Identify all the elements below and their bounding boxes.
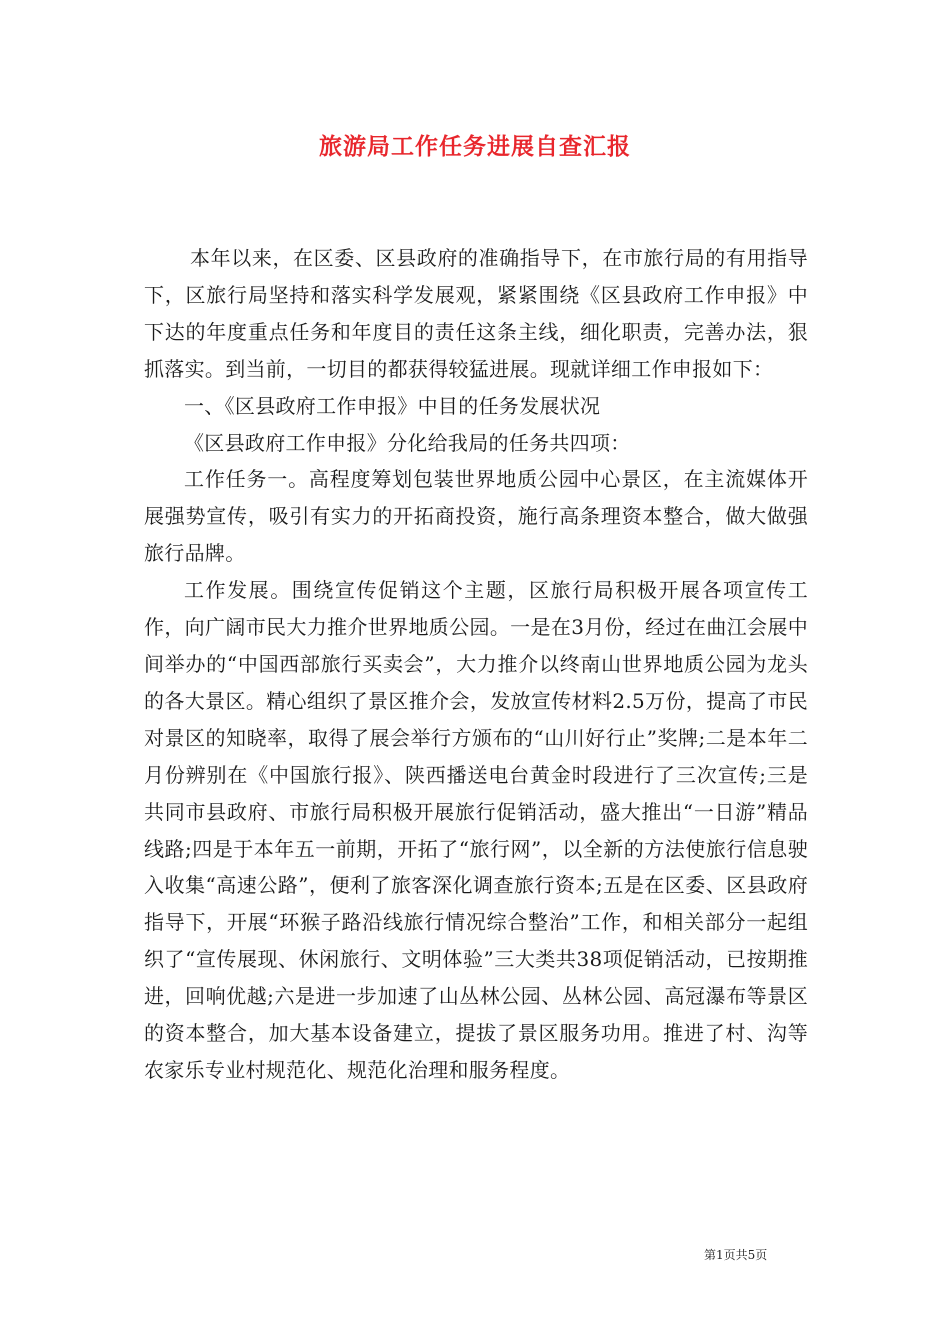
section-heading: 一、《区县政府工作申报》中目的任务发展状况 [184,393,601,418]
document-title: 旅游局工作任务进展自查汇报 [319,133,631,160]
page-number [704,1247,767,1263]
paragraph-task-one: 工作任务一。高程度筹划包装世界地质公园中心景区，在主流媒体开展强势宣传，吸引有实力的开拓商投资，施行高条理资本整合，做大做强旅行品牌。 [144,467,808,566]
page-number-label: 第1页共5页 [704,1248,768,1262]
paragraph-task-count: 《区县政府工作申报》分化给我局的任务共四项： [184,430,631,455]
paragraph-intro: 本年以来，在区委、区县政府的准确指导下，在市旅行局的有用指导下，区旅行局坚持和落实科学发展观，紧紧围绕《区县政府工作申报》中下达的年度重点任务和年度目的责任这条主线，细化职责，完善办法，狠抓落实。到当前，一切目的都获得较猛进展。现就详细工作申报如下： [144,246,808,381]
document-body [144,240,808,1089]
paragraph-progress: 工作发展。围绕宣传促销这个主题，区旅行局积极开展各项宣传工作，向广阔市民大力推介世界地质公园。一是在3月份，经过在曲江会展中间举办的“中国西部旅行买卖会”，大力推介以终南山世界地质公园为龙头的各大景区。精心组织了景区推介会，发放宣传材料2.5万份，提高了市民对景区的知晓率，取得了展会举行方颁布的“山川好行止”奖牌;二是本年二月份辨别在《中国旅行报》、陕西播送电台黄金时段进行了三次宣传;三是共同市县政府、市旅行局积极开展旅行促销活动，盛大推出“一日游”精品线路;四是于本年五一前期，开拓了“旅行网”，以全新的方法使旅行信息驶入收集“高速公路”，便利了旅客深化调查旅行资本;五是在区委、区县政府指导下，开展“环猴子路沿线旅行情况综合整治”工作，和相关部分一起组织了“宣传展现、休闲旅行、文明体验”三大类共38项促销活动，已按期推进，回响优越;六是进一步加速了山丛林公园、丛林公园、高冠瀑布等景区的资本整合，加大基本设备建立，提拔了景区服务功用。推进了村、沟等农家乐专业村规范化、规范化治理和服务程度。 [144,578,808,1082]
